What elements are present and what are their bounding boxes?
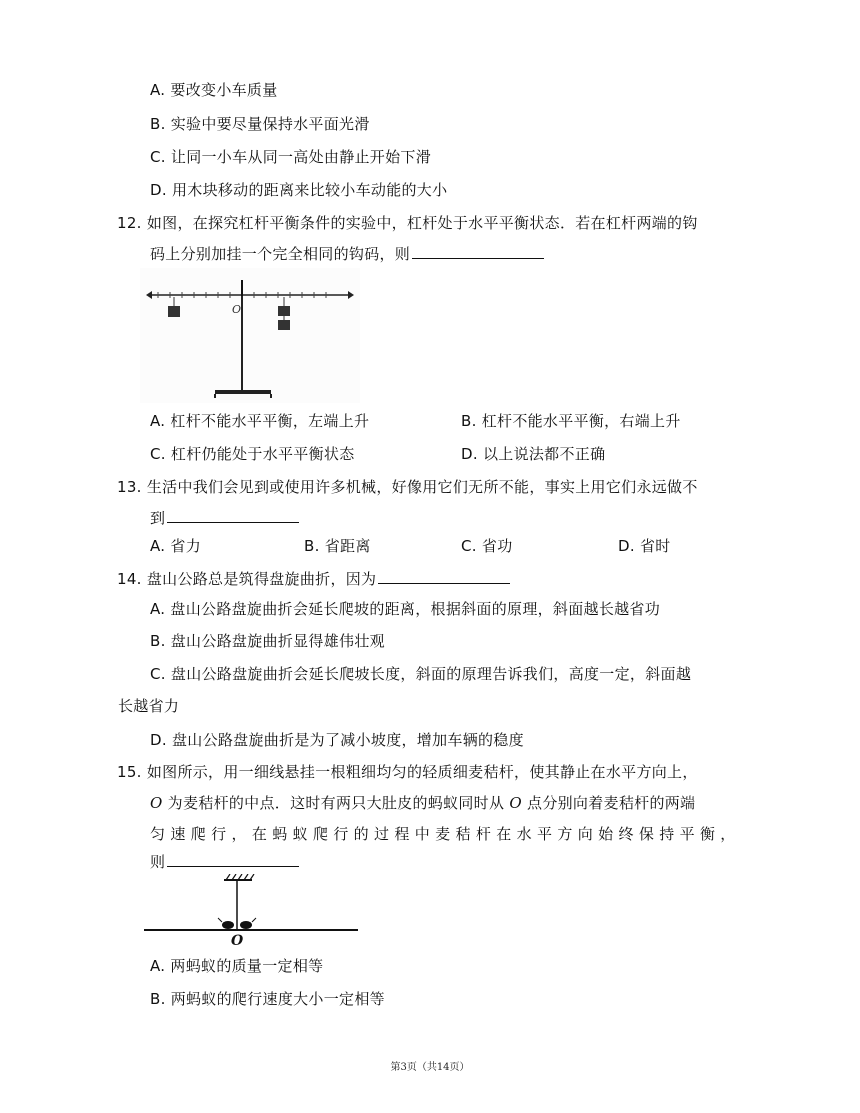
lever-figure [140, 268, 360, 403]
q12-option-d: D. 以上说法都不正确 [461, 445, 606, 463]
q13-option-c: C. 省功 [461, 537, 513, 555]
q13-option-a: A. 省力 [150, 537, 202, 555]
q12-text-2: 码上分别加挂一个完全相同的钩码，则 [150, 245, 411, 263]
q13-text-2: 到 [150, 509, 166, 527]
q12-option-c: C. 杠杆仍能处于水平平衡状态 [150, 445, 355, 463]
q15-text-2: 为麦秸杆的中点．这时有两只大肚皮的蚂蚁同时从 [162, 794, 510, 812]
q13-answer-blank [167, 508, 299, 523]
q13-stem-line2 [150, 508, 299, 528]
q14-text-1: 盘山公路总是筑得盘旋曲折，因为 [146, 570, 377, 588]
q15-point-o-2: O [509, 794, 522, 812]
q14-option-d: D. 盘山公路盘旋曲折是为了减小坡度，增加车辆的稳度 [150, 731, 524, 749]
q11-option-d: D. 用木块移动的距离来比较小车动能的大小 [150, 181, 448, 199]
q15-stem-line3: 匀 速 爬 行 ， 在 蚂 蚁 爬 行 的 过 程 中 麦 秸 杆 在 水 平 方 向 始 终 保 持 平 衡 ， [150, 825, 736, 843]
q15-number: 15. [117, 763, 142, 781]
page-footer: 第3页（共14页） [390, 1062, 470, 1073]
lever-pivot-label: O [232, 303, 242, 316]
q14-option-c-cont: 长越省力 [118, 697, 180, 715]
q11-option-c: C. 让同一小车从同一高处由静止开始下滑 [150, 148, 432, 166]
q13-number: 13. [117, 478, 142, 496]
q13-stem-line1 [117, 477, 698, 497]
q15-text-1: 如图所示，用一细线悬挂一根粗细均匀的轻质细麦秸杆，使其静止在水平方向上， [146, 763, 698, 781]
right-hook-weight-2 [278, 320, 290, 330]
q12-answer-blank [412, 244, 544, 259]
q11-option-b: B. 实验中要尽量保持水平面光滑 [150, 115, 370, 133]
q15-text-2-end: 点分别向着麦秸杆的两端 [521, 794, 696, 812]
q15-stem-line1 [117, 762, 698, 782]
right-hook-weight-1 [278, 306, 290, 316]
q15-stem-line2 [150, 793, 695, 813]
q14-number: 14. [117, 570, 142, 588]
q12-option-a: A. 杠杆不能水平平衡，左端上升 [150, 412, 370, 430]
left-hook-weight [168, 306, 180, 317]
q13-text-1: 生活中我们会见到或使用许多机械，好像用它们无所不能，事实上用它们永远做不 [146, 478, 698, 496]
q15-point-o-1: O [150, 794, 163, 812]
ant-right [240, 921, 252, 929]
q12-stem-line1 [117, 213, 698, 233]
lever-base [215, 390, 271, 394]
q13-option-b: B. 省距离 [304, 537, 371, 555]
q15-stem-line4 [150, 852, 299, 872]
q11-option-a: A. 要改变小车质量 [150, 81, 278, 99]
q15-text-4: 则 [150, 853, 166, 871]
q12-stem-line2 [150, 244, 544, 264]
q14-option-c: C. 盘山公路盘旋曲折会延长爬坡长度，斜面的原理告诉我们，高度一定，斜面越 [150, 665, 692, 683]
q14-option-a: A. 盘山公路盘旋曲折会延长爬坡的距离，根据斜面的原理，斜面越长越省功 [150, 600, 661, 618]
q15-answer-blank [167, 852, 299, 867]
q14-option-b: B. 盘山公路盘旋曲折显得雄伟壮观 [150, 632, 385, 650]
q12-number: 12. [117, 214, 142, 232]
q12-option-b: B. 杠杆不能水平平衡，右端上升 [461, 412, 681, 430]
ant-left [222, 921, 234, 929]
q15-option-a: A. 两蚂蚁的质量一定相等 [150, 957, 324, 975]
straw-figure [140, 874, 360, 948]
q14-stem-line1 [117, 569, 510, 589]
q15-option-b: B. 两蚂蚁的爬行速度大小一定相等 [150, 990, 385, 1008]
q14-answer-blank [378, 569, 510, 584]
q12-text-1: 如图，在探究杠杆平衡条件的实验中，杠杆处于水平平衡状态．若在杠杆两端的钩 [146, 214, 698, 232]
q13-option-d: D. 省时 [618, 537, 671, 555]
straw-midpoint-label: O [231, 933, 244, 948]
